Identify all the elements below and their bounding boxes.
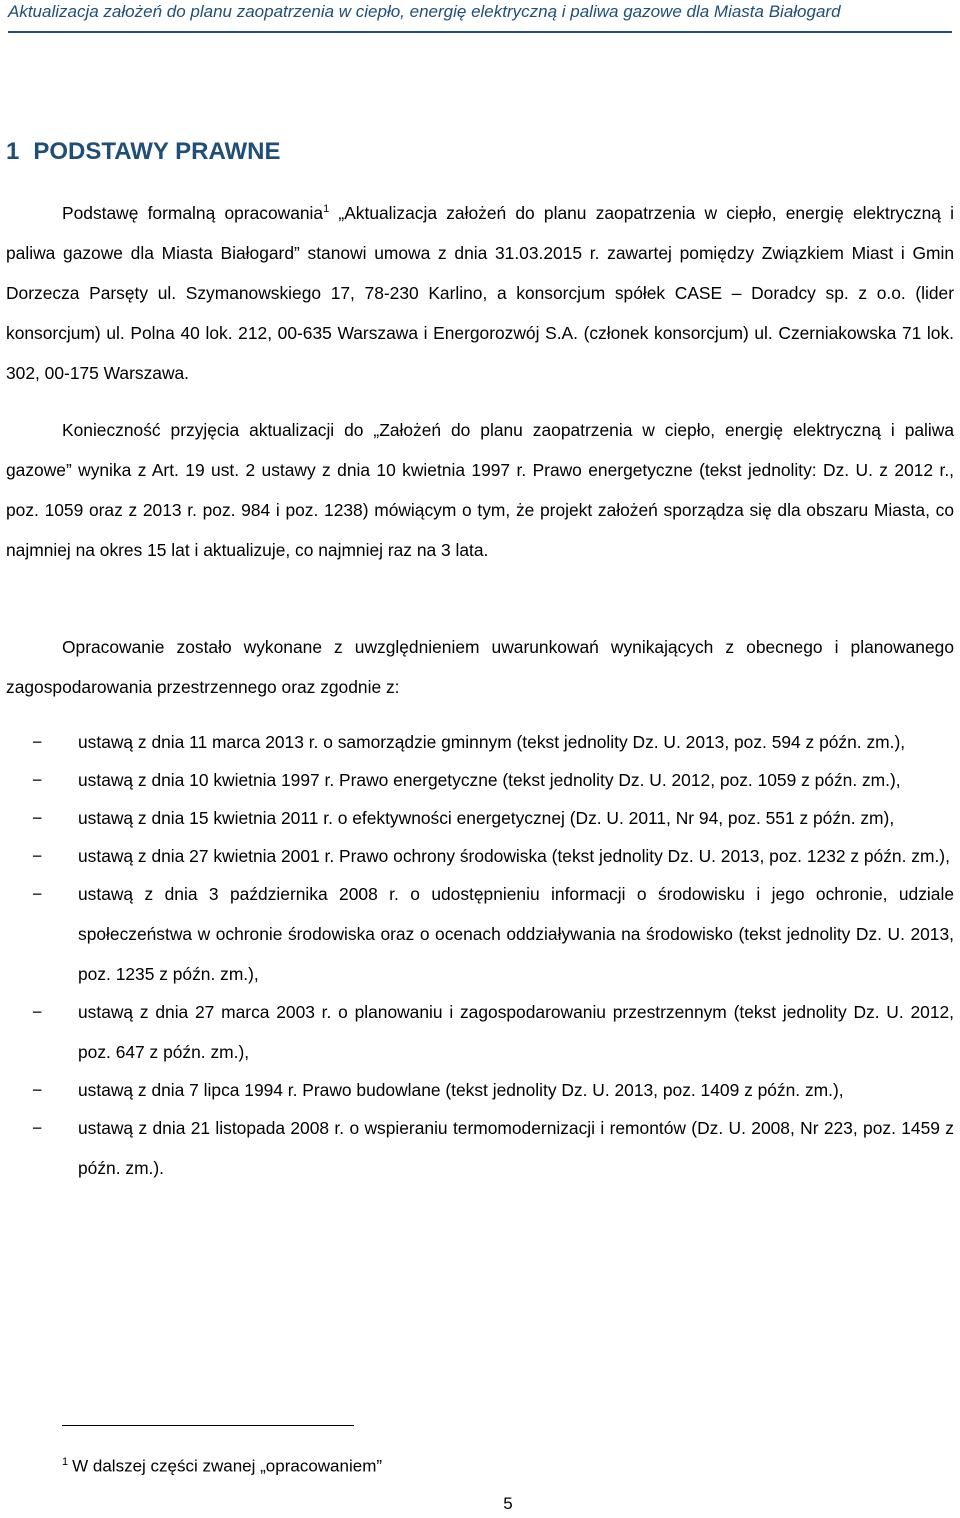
paragraph-legal-basis-rest: „Aktualizacja założeń do planu zaopatrzenia w ciepło, energię elektryczną i paliwa gazowe dla Miasta Białogard” stanowi umowa z dnia 31.03.2015 r. zawartej pomiędzy Związkiem Miast i Gmin Dorzecza Parsęty ul. Szymanowskiego 17, 78-230 Karlino, a konsorcjum spółek CASE – Doradcy sp. z o.o. (lider konsorcjum) ul. Polna 40 lok. 212, 00-635 Warszawa i Energorozwój S.A. (członek konsorcjum) ul. Czerniakowska 71 lok. 302, 00-175 Warszawa. (6, 203, 954, 383)
dash-bullet: − (32, 732, 43, 752)
law-item-text: ustawą z dnia 27 kwietnia 2001 r. Prawo ochrony środowiska (tekst jednolity Dz. U. 2013, poz. 1232 z późn. zm.), (78, 846, 950, 866)
law-item-text: ustawą z dnia 27 marca 2003 r. o planowaniu i zagospodarowaniu przestrzennym (tekst jednolity Dz. U. 2012, poz. 647 z późn. zm.), (78, 1002, 954, 1062)
footnote-marker: 1 (62, 1456, 69, 1468)
header-rule (8, 31, 952, 33)
footnote (62, 1450, 382, 1479)
paragraph-compliance-intro: Opracowanie zostało wykonane z uwzględnieniem uwarunkowań wynikających z obecnego i planowanego zagospodarowania przestrzennego oraz zgodnie z: (6, 637, 954, 697)
law-list-item (6, 722, 954, 762)
paragraph-update-requirement: Konieczność przyjęcia aktualizacji do „Założeń do planu zaopatrzenia w ciepło, energię elektryczną i paliwa gazowe” wynika z Art. 19 ust. 2 ustawy z dnia 10 kwietnia 1997 r. Prawo energetyczne (tekst jednolity: Dz. U. z 2012 r., poz. 1059 oraz z 2013 r. poz. 984 i poz. 1238) mówiącym o tym, że projekt założeń sporządza się dla obszaru Miasta, co najmniej na okres 15 lat i aktualizuje, co najmniej raz na 3 lata. (6, 420, 954, 560)
dash-bullet: − (32, 770, 43, 790)
law-item-text: ustawą z dnia 21 listopada 2008 r. o wspieraniu termomodernizacji i remontów (Dz. U. 2008, Nr 223, poz. 1459 z późn. zm.). (78, 1118, 954, 1178)
law-item-text: ustawą z dnia 3 października 2008 r. o udostępnieniu informacji o środowisku i jego ochronie, udziale społeczeństwa w ochronie środowiska oraz o ocenach oddziaływania na środowisko (tekst jednolity Dz. U. 2013, poz. 1235 z późn. zm.), (78, 884, 954, 984)
law-list-item (6, 798, 954, 838)
dash-bullet: − (32, 808, 43, 828)
dash-bullet: − (32, 1002, 43, 1022)
section-title (6, 138, 281, 166)
section-number: 1 (6, 138, 20, 165)
law-list-item (6, 760, 954, 800)
section-title-text: PODSTAWY PRAWNE (33, 138, 281, 165)
footnote-reference[interactable]: 1 (323, 203, 330, 216)
law-list (6, 722, 954, 1186)
paragraph-legal-basis (6, 193, 954, 393)
dash-bullet: − (32, 884, 43, 904)
law-list-item (6, 992, 954, 1072)
law-item-text: ustawą z dnia 7 lipca 1994 r. Prawo budowlane (tekst jednolity Dz. U. 2013, poz. 1409 z późn. zm.), (78, 1080, 844, 1100)
dash-bullet: − (32, 846, 43, 866)
law-list-item (6, 836, 954, 876)
page-number: 5 (503, 1494, 513, 1513)
footnote-text: W dalszej części zwanej „opracowaniem” (72, 1456, 383, 1476)
footnote-separator (62, 1425, 354, 1426)
law-item-text: ustawą z dnia 11 marca 2013 r. o samorządzie gminnym (tekst jednolity Dz. U. 2013, poz. 594 z późn. zm.), (78, 732, 906, 752)
law-item-text: ustawą z dnia 10 kwietnia 1997 r. Prawo energetyczne (tekst jednolity Dz. U. 2012, poz. 1059 z późn. zm.), (78, 770, 901, 790)
dash-bullet: − (32, 1118, 43, 1138)
law-list-item (6, 874, 954, 994)
paragraph-legal-basis-start: Podstawę formalną opracowania (62, 203, 324, 223)
running-header: Aktualizacja założeń do planu zaopatrzenia w ciepło, energię elektryczną i paliwa gazowe dla Miasta Białogard (8, 2, 841, 21)
law-list-item (6, 1108, 954, 1188)
dash-bullet: − (32, 1080, 43, 1100)
law-item-text: ustawą z dnia 15 kwietnia 2011 r. o efektywności energetycznej (Dz. U. 2011, Nr 94, poz. 551 z późn. zm), (78, 808, 895, 828)
law-list-item (6, 1070, 954, 1110)
